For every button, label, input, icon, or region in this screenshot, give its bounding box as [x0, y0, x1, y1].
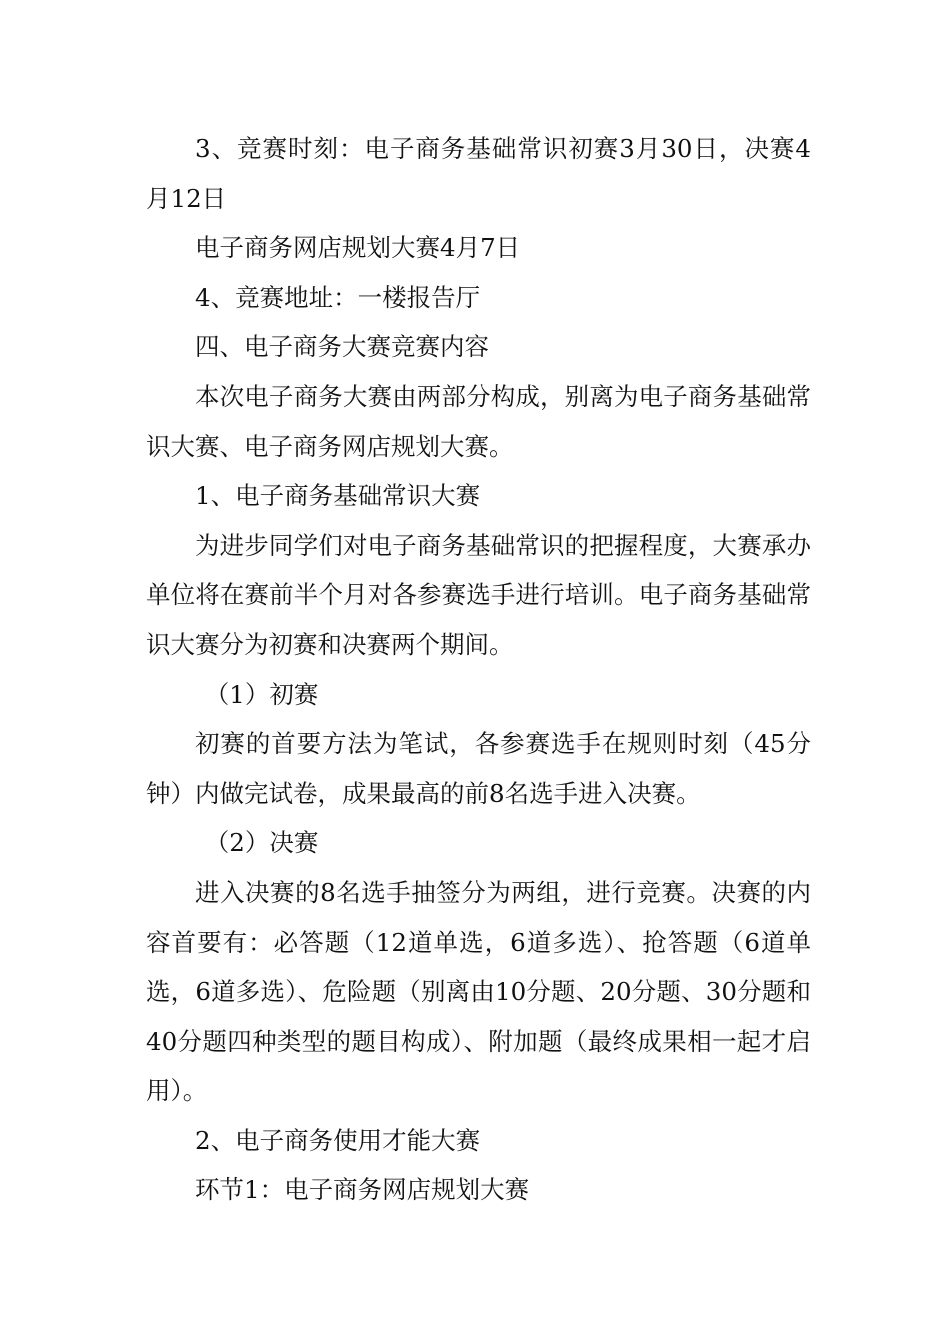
subheading-preliminary: （1）初赛: [204, 679, 319, 709]
paragraph-shop-design-date: 电子商务网店规划大赛4月7日: [195, 233, 521, 263]
paragraph-stage-one: 环节1：电子商务网店规划大赛: [195, 1175, 530, 1205]
paragraph-final: 进入决赛的8名选手抽签分为两组，进行竞赛。决赛的内容首要有：必答题（12道单选，6道多选）、抢答题（6道单选，6道多选）、危险题（别离由10分题、20分题、30分题和40分题四种类型的题目构成）、附加题（最终成果相一起才启用）。: [146, 877, 811, 1106]
subheading-final: （2）决赛: [204, 828, 319, 858]
document-body: [146, 124, 811, 1215]
section-heading-content: 四、电子商务大赛竞赛内容: [195, 332, 489, 362]
paragraph-training: 为进步同学们对电子商务基础常识的把握程度，大赛承办单位将在赛前半个月对各参赛选手进行培训。电子商务基础常识大赛分为初赛和决赛两个期间。: [146, 530, 811, 659]
paragraph-composition: 本次电子商务大赛由两部分构成，别离为电子商务基础常识大赛、电子商务网店规划大赛。: [146, 381, 811, 461]
subheading-basic-knowledge: 1、电子商务基础常识大赛: [195, 481, 481, 511]
paragraph-competition-time: 3、竞赛时刻：电子商务基础常识初赛3月30日，决赛4月12日: [146, 134, 811, 213]
paragraph-preliminary: 初赛的首要方法为笔试，各参赛选手在规则时刻（45分钟）内做完试卷，成果最高的前8名选手进入决赛。: [146, 729, 811, 808]
subheading-application-ability: 2、电子商务使用才能大赛: [195, 1125, 481, 1155]
paragraph-competition-venue: 4、竞赛地址：一楼报告厅: [195, 282, 481, 312]
